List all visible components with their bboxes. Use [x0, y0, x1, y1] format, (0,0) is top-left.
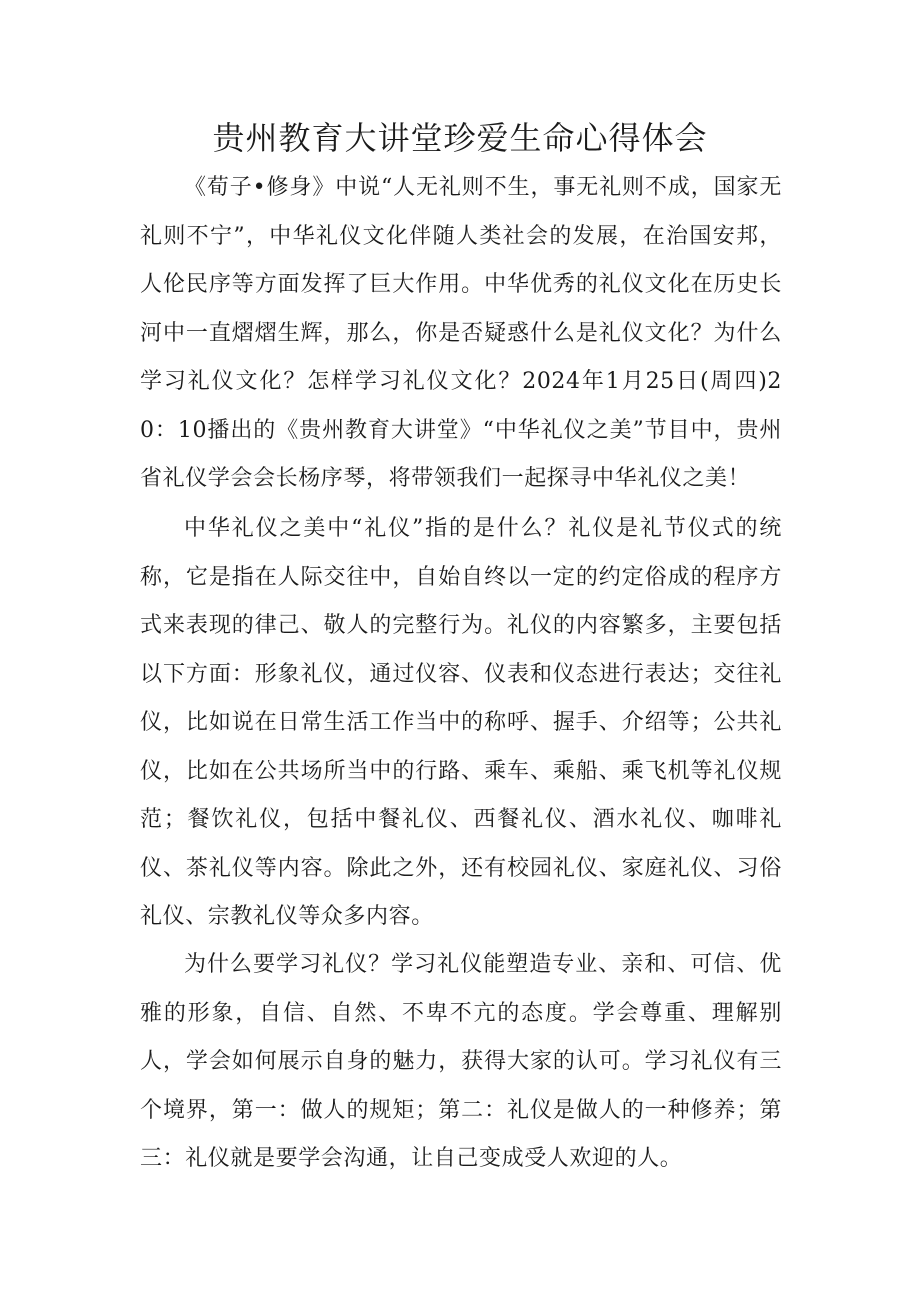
paragraph-2: 中华礼仪之美中“礼仪”指的是什么？礼仪是礼节仪式的统称，它是指在人际交往中，自始自终以一定的约定俗成的程序方式来表现的律己、敬人的完整行为。礼仪的内容繁多，主要包括以下方面：形象礼仪，通过仪容、仪表和仪态进行表达；交往礼仪，比如说在日常生活工作当中的称呼、握手、介绍等；公共礼仪，比如在公共场所当中的行路、乘车、乘船、乘飞机等礼仪规范；餐饮礼仪，包括中餐礼仪、西餐礼仪、酒水礼仪、咖啡礼仪、茶礼仪等内容。除此之外，还有校园礼仪、家庭礼仪、习俗礼仪、宗教礼仪等众多内容。	[140, 516, 782, 929]
paragraph-1: 《荀子•修身》中说“人无礼则不生，事无礼则不成，国家无礼则不宁”，中华礼仪文化伴随人类社会的发展，在治国安邦，人伦民序等方面发挥了巨大作用。中华优秀的礼仪文化在历史长河中一直熠熠生辉，那么，你是否疑惑什么是礼仪文化？为什么学习礼仪文化？怎样学习礼仪文化？2024年1月25日(周四)20：10播出的《贵州教育大讲堂》“中华礼仪之美”节目中，贵州省礼仪学会会长杨序琴，将带领我们一起探寻中华礼仪之美！	[140, 175, 782, 491]
document-title: 贵州教育大讲堂珍爱生命心得体会	[212, 119, 708, 157]
paragraph-3: 为什么要学习礼仪？学习礼仪能塑造专业、亲和、可信、优雅的形象，自信、自然、不卑不亢的态度。学会尊重、理解别人，学会如何展示自身的魅力，获得大家的认可。学习礼仪有三个境界，第一：做人的规矩；第二：礼仪是做人的一种修养；第三：礼仪就是要学会沟通，让自己变成受人欢迎的人。	[140, 952, 782, 1171]
